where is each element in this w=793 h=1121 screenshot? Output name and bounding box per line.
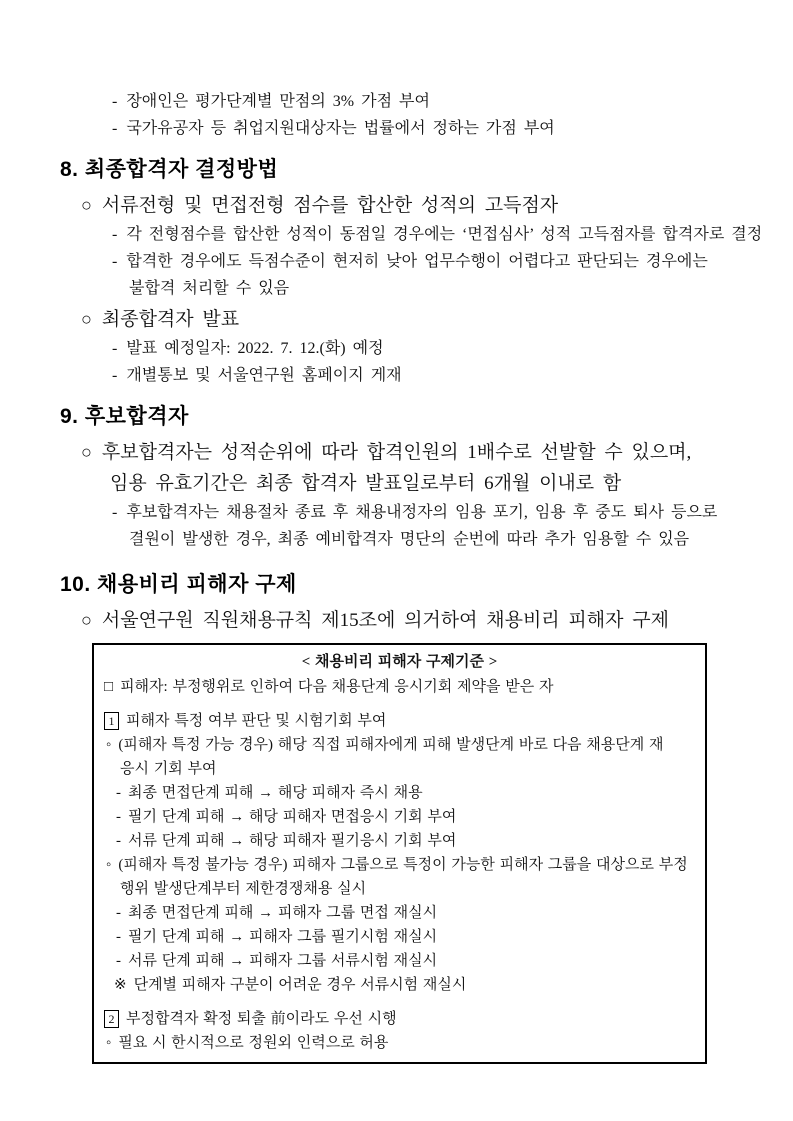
section-heading-9: 9. 후보합격자 <box>60 405 189 428</box>
case-sub-item <box>116 949 695 973</box>
dash-bullet: - <box>116 833 121 849</box>
boxed-number-2-icon: 2 <box>104 1010 119 1028</box>
case-sub-item <box>116 829 695 853</box>
dash-bullet: - <box>116 809 121 825</box>
dash-bullet: - <box>116 905 121 921</box>
reference-mark: ※ <box>114 977 127 993</box>
list-item-text: 국가유공자 등 취업지원대상자는 법률에서 정하는 가점 부여 <box>126 120 555 137</box>
list-item-text: 최종합격자 발표 <box>101 309 240 330</box>
circle-bullet: ○ <box>81 610 92 630</box>
list-item <box>112 221 793 248</box>
case-sub-item-text: 서류 단계 피해 → 해당 피해자 필기응시 기회 부여 <box>128 833 457 849</box>
list-item-text: 합격한 경우에도 득점수준이 현저히 낮아 업무수행이 어렵다고 판단되는 경우에는 <box>126 253 708 270</box>
part-title: 부정합격자 확정 퇴출 前이라도 우선 시행 <box>126 1011 397 1027</box>
dash-bullet: - <box>112 93 118 110</box>
dash-bullet: - <box>112 504 118 521</box>
dash-bullet: - <box>112 120 118 137</box>
case-sub-item <box>116 805 695 829</box>
list-item-continuation: 불합격 처리할 수 있음 <box>129 280 290 297</box>
boxed-number-1-icon: 1 <box>104 712 119 730</box>
list-item-text: 장애인은 평가단계별 만점의 3% 가점 부여 <box>126 93 430 110</box>
section-heading-8: 8. 최종합격자 결정방법 <box>60 158 279 181</box>
dash-bullet: - <box>116 953 121 969</box>
list-item <box>81 304 793 335</box>
spacer <box>104 699 695 709</box>
box-part-1 <box>104 709 695 733</box>
case-item-text: 필요 시 한시적으로 정원외 인력으로 허용 <box>118 1035 389 1051</box>
case-sub-item-text: 최종 면접단계 피해 → 해당 피해자 즉시 채용 <box>128 785 423 801</box>
list-item <box>112 362 793 389</box>
list-item-text: 후보합격자는 성적순위에 따라 합격인원의 1배수로 선발할 수 있으며, <box>101 442 692 463</box>
box-title: < 채용비리 피해자 구제기준 > <box>301 654 498 670</box>
list-item-text: 서류전형 및 면접전형 점수를 합산한 성적의 고득점자 <box>101 195 559 216</box>
dash-bullet: - <box>112 340 118 357</box>
case-sub-item <box>116 925 695 949</box>
spacer <box>104 997 695 1007</box>
part-title: 피해자 특정 여부 판단 및 시험기회 부여 <box>126 713 387 729</box>
case-item <box>106 1031 695 1055</box>
case-sub-item-text: 필기 단계 피해 → 해당 피해자 면접응시 기회 부여 <box>128 809 457 825</box>
case-item <box>106 853 695 877</box>
section-heading-10: 10. 채용비리 피해자 구제 <box>60 573 297 596</box>
case-sub-item-text: 서류 단계 피해 → 피해자 그룹 서류시험 재실시 <box>128 953 438 969</box>
list-item <box>112 115 793 142</box>
dash-bullet: - <box>112 226 118 243</box>
circle-bullet: ○ <box>81 442 92 462</box>
list-item <box>81 605 793 636</box>
victim-definition-text: 피해자: 부정행위로 인하여 다음 채용단계 응시기회 제약을 받은 자 <box>120 679 554 695</box>
list-item <box>81 190 793 221</box>
list-item-text: 각 전형점수를 합산한 성적이 동점일 경우에는 ‘면접심사’ 성적 고득점자를 합격자로 결정 <box>126 226 763 243</box>
list-item <box>112 248 793 275</box>
note-item <box>114 973 695 997</box>
list-item-continuation: 임용 유효기간은 최종 합격자 발표일로부터 6개월 이내로 함 <box>110 473 622 494</box>
dash-bullet: - <box>112 367 118 384</box>
case-item-text: (피해자 특정 불가능 경우) 피해자 그룹으로 특정이 가능한 피해자 그룹을 대상으로 부정 <box>118 857 688 873</box>
dash-bullet: - <box>116 785 121 801</box>
announcement-date-text: 발표 예정일자: 2022. 7. 12.(화) 예정 <box>126 340 384 357</box>
list-item <box>112 335 793 362</box>
list-item-continuation: 결원이 발생한 경우, 최종 예비합격자 명단의 순번에 따라 추가 임용할 수 있음 <box>129 531 690 548</box>
case-item-text: (피해자 특정 가능 경우) 해당 직접 피해자에게 피해 발생단계 바로 다음 채용단계 재 <box>118 737 664 753</box>
small-circle-bullet: ◦ <box>106 737 112 753</box>
case-item-continuation: 응시 기회 부여 <box>120 761 217 777</box>
list-item-text: 개별통보 및 서울연구원 홈페이지 게재 <box>126 367 402 384</box>
dash-bullet: - <box>116 929 121 945</box>
list-item-text: 서울연구원 직원채용규칙 제15조에 의거하여 채용비리 피해자 구제 <box>101 610 669 631</box>
note-item-text: 단계별 피해자 구분이 어려운 경우 서류시험 재실시 <box>133 977 467 993</box>
dash-bullet: - <box>112 253 118 270</box>
case-item-continuation: 행위 발생단계부터 제한경쟁채용 실시 <box>120 881 367 897</box>
case-item <box>106 733 695 757</box>
case-sub-item <box>116 781 695 805</box>
case-sub-item-text: 최종 면접단계 피해 → 피해자 그룹 면접 재실시 <box>128 905 438 921</box>
case-sub-item-text: 필기 단계 피해 → 피해자 그룹 필기시험 재실시 <box>128 929 438 945</box>
victim-definition <box>104 675 695 699</box>
list-item <box>112 499 793 526</box>
circle-bullet: ○ <box>81 309 92 329</box>
list-item <box>81 437 793 468</box>
small-circle-bullet: ◦ <box>106 857 112 873</box>
list-item <box>112 88 793 115</box>
small-circle-bullet: ◦ <box>106 1035 112 1051</box>
list-item-text: 후보합격자는 채용절차 종료 후 채용내정자의 임용 포기, 임용 후 중도 퇴사 등으로 <box>126 504 718 521</box>
box-part-2 <box>104 1007 695 1031</box>
case-sub-item <box>116 901 695 925</box>
square-bullet: □ <box>104 679 114 695</box>
relief-criteria-box <box>92 643 707 1064</box>
circle-bullet: ○ <box>81 195 92 215</box>
